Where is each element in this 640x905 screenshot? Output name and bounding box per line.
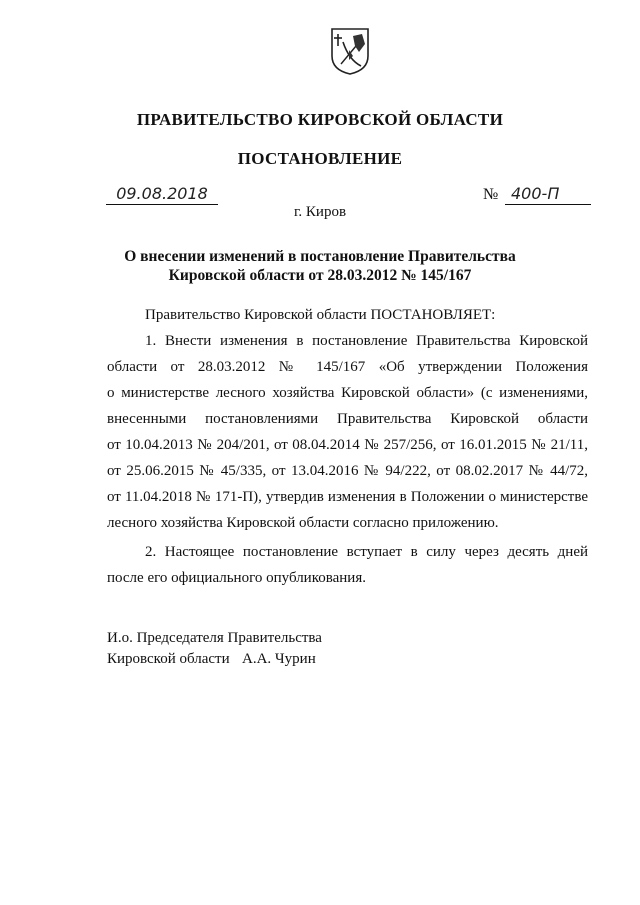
intro-paragraph: Правительство Кировской области ПОСТАНОВЛЯЕТ: [145, 307, 496, 323]
city: г. Киров [293, 204, 347, 220]
paragraph-line: внесенными постановлениями Правительства Кировской области [107, 411, 588, 427]
number-label: № [483, 186, 499, 203]
paragraph-line: 1. Внести изменения в постановление Правительства Кировской [145, 333, 588, 349]
paragraph-line: области от 28.03.2012 № 145/167 «Об утверждении Положения [107, 359, 588, 375]
decree-number: 400-П [505, 184, 591, 205]
signatory-title: И.о. Председателя Правительства [107, 630, 322, 646]
paragraph-line: после его официального опубликования. [107, 570, 366, 586]
paragraph-line: 2. Настоящее постановление вступает в силу через десять дней [145, 544, 588, 560]
paragraph-line: от 10.04.2013 № 204/201, от 08.04.2014 № 257/256, от 16.01.2015 № 21/11, [107, 437, 588, 453]
paragraph-line: о министерстве лесного хозяйства Кировской области» (с изменениями, [107, 385, 588, 401]
government-name: ПРАВИТЕЛЬСТВО КИРОВСКОЙ ОБЛАСТИ [136, 110, 504, 129]
signatory-name: А.А. Чурин [242, 651, 316, 667]
paragraph-line: лесного хозяйства Кировской области согласно приложению. [107, 515, 499, 531]
document-type: ПОСТАНОВЛЕНИЕ [237, 149, 403, 168]
title-line: Кировской области от 28.03.2012 № 145/167 [168, 267, 472, 284]
paragraph-line: от 25.06.2015 № 45/335, от 13.04.2016 № 94/222, от 08.02.2017 № 44/72, [107, 463, 588, 479]
signatory-region: Кировской области [107, 651, 230, 667]
decree-date: 09.08.2018 [106, 184, 218, 205]
title-line: О внесении изменений в постановление Правительства [124, 248, 516, 265]
document-title [0, 247, 640, 285]
coat-of-arms-icon [329, 26, 371, 76]
paragraph-line: от 11.04.2018 № 171-П), утвердив изменения в Положении о министерстве [107, 489, 588, 505]
